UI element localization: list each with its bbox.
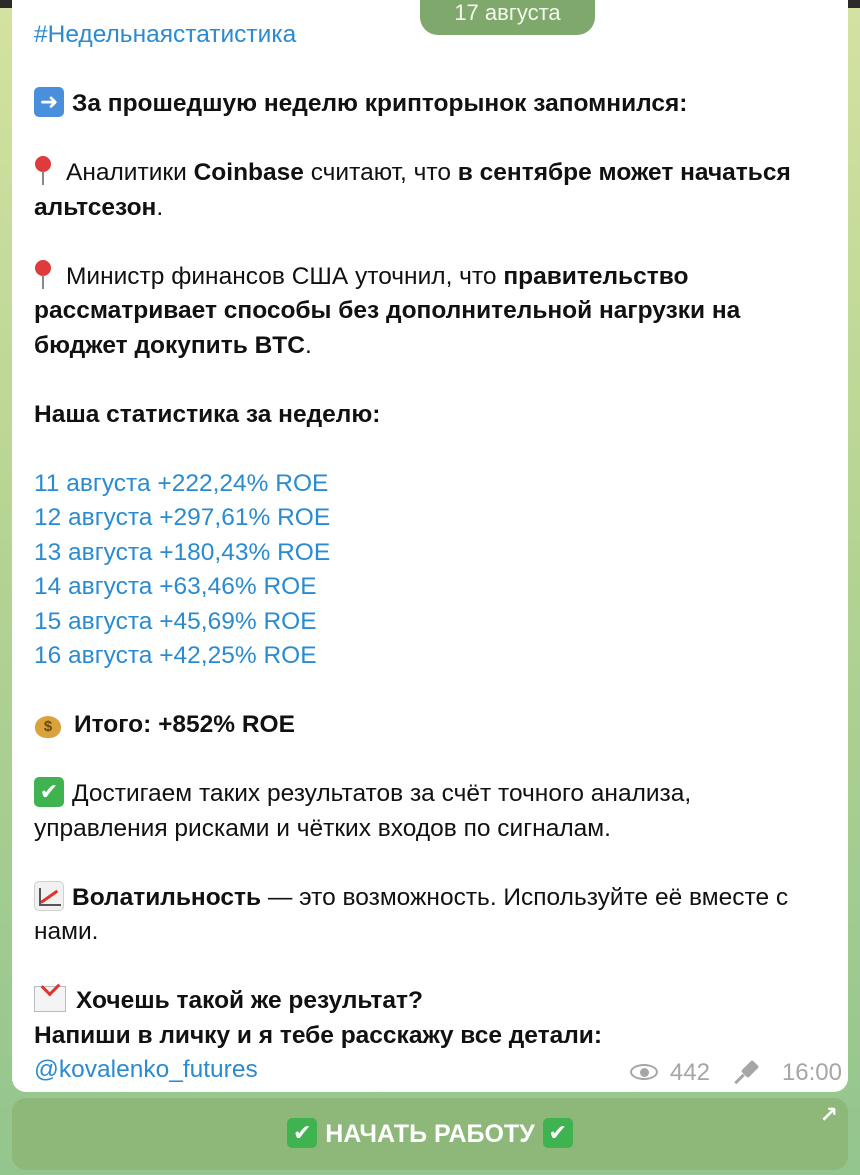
achieve-text: ✔Достигаем таких результатов за счёт точного анализа, управления рисками и чётких входов по сигналам.	[34, 777, 826, 846]
message-time: 16:00	[781, 1059, 842, 1086]
stat-line: 12 августа +297,61% ROE	[34, 504, 331, 531]
envelope-icon	[34, 986, 66, 1012]
cta-line: Хочешь такой же результат?	[34, 984, 826, 1019]
check-icon	[34, 777, 64, 807]
stat-line: 13 августа +180,43% ROE	[34, 538, 331, 566]
hashtag[interactable]: #Недельнаястатистика	[34, 21, 297, 48]
message-bubble	[12, 0, 848, 1092]
stat-line: 11 августа +222,24% ROE	[34, 469, 329, 497]
pushpin-icon	[736, 1061, 760, 1085]
username-link[interactable]: @kovalenko_futures	[34, 1056, 258, 1083]
stat-line: 14 августа +63,46% ROE	[34, 573, 317, 600]
arrow-right-icon	[34, 87, 64, 117]
week-title: ➜За прошедшую неделю крипторынок запомнился:	[34, 87, 826, 122]
money-bag-icon	[34, 708, 62, 738]
total-line: $Итого: +852% ROE	[34, 708, 826, 743]
start-work-label: НАЧАТЬ РАБОТУ	[325, 1120, 535, 1148]
open-link-icon: ↗	[819, 1102, 838, 1127]
pin-icon	[34, 260, 52, 290]
stats-title: Наша статистика за неделю:	[34, 400, 381, 428]
news-item-coinbase: Аналитики Coinbase считают, что в сентябре может начаться альтсезон.	[34, 156, 826, 225]
check-icon	[287, 1118, 317, 1148]
stat-line: 16 августа +42,25% ROE	[34, 642, 317, 669]
start-work-button[interactable]	[12, 1098, 848, 1170]
cta-line-2: Напиши в личку и я тебе расскажу все детали:	[34, 1021, 603, 1049]
eye-icon	[630, 1064, 660, 1082]
news-item-treasury: Министр финансов США уточнил, что правительство рассматривает способы без дополнительной нагрузки на бюджет докупить BTC.	[34, 260, 826, 364]
date-pill: 17 августа	[420, 0, 595, 35]
chart-up-icon	[34, 881, 64, 911]
check-icon	[543, 1118, 573, 1148]
stat-line: 15 августа +45,69% ROE	[34, 607, 317, 635]
volatility-text: Волатильность — это возможность. Используйте её вместе с нами.	[34, 881, 826, 950]
views-count: 442	[669, 1059, 710, 1086]
pin-icon	[34, 156, 52, 186]
message-meta	[630, 1058, 842, 1088]
